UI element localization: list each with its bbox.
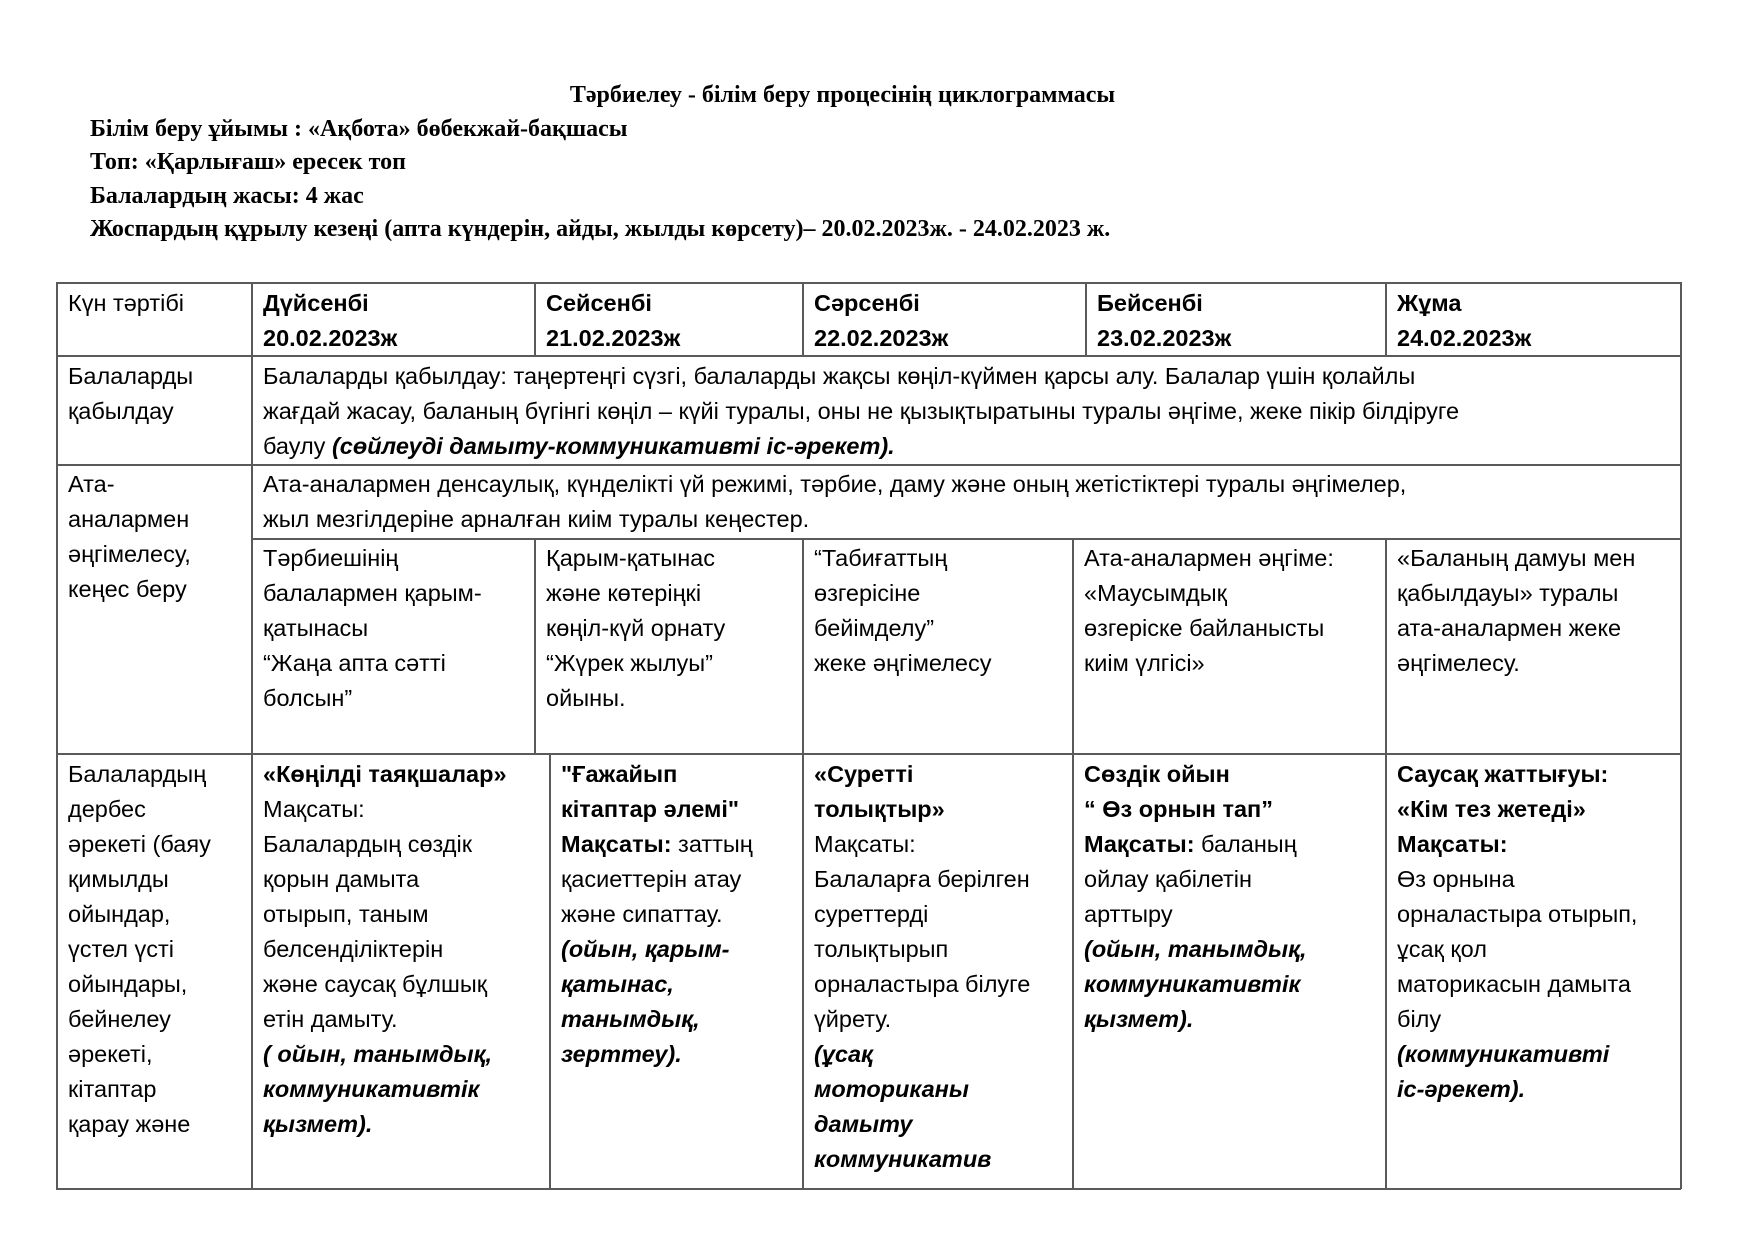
activity-title: кітаптар әлемі": [561, 796, 740, 822]
table-row-divider: [251, 538, 1681, 540]
label-line: аналармен: [68, 506, 190, 532]
document-title: Тәрбиелеу - білім беру процесінің циклограммасы: [569, 82, 1116, 108]
activity-emphasis: танымдық,: [561, 1006, 700, 1032]
cell-line: бейімделу”: [814, 615, 935, 641]
reception-content: [263, 359, 1459, 464]
cell-line: ойыны.: [546, 685, 626, 711]
cell-line: Тәрбиешінің: [263, 545, 399, 571]
day-name: Сейсенбі: [546, 290, 652, 316]
activity-title: «Кім тез жетеді»: [1397, 796, 1586, 822]
table-col-divider: [1072, 538, 1074, 754]
day-date: 23.02.2023ж: [1097, 325, 1232, 351]
day-date: 24.02.2023ж: [1397, 325, 1532, 351]
label-line: қабылдау: [68, 398, 174, 424]
activity-emphasis: іс-әрекет).: [1397, 1076, 1526, 1102]
header-cell-schedule: [68, 286, 184, 321]
parents-monday: [263, 541, 482, 716]
table-col-divider: [1085, 282, 1087, 356]
cell-line: “Табиғаттың: [814, 545, 948, 571]
label-line: әрекеті (баяу: [68, 831, 211, 857]
day-name: Сәрсенбі: [814, 290, 920, 316]
cell-line: Балаларға берілген: [814, 866, 1030, 892]
label-line: Ата-: [68, 471, 115, 497]
parents-general: [263, 467, 1406, 537]
table-col-divider: [534, 282, 536, 356]
cell-line: қасиеттерін атау: [561, 866, 742, 892]
activity-goal-text: заттың: [671, 831, 753, 857]
table-col-divider: [802, 538, 804, 754]
activity-title: “ Өз орнын тап”: [1084, 796, 1273, 822]
table-col-divider: [1072, 753, 1074, 1189]
day-name: Бейсенбі: [1097, 290, 1203, 316]
day-date: 21.02.2023ж: [546, 325, 681, 351]
header-cell-friday: [1397, 286, 1531, 356]
cell-line: қорын дамыта: [263, 866, 420, 892]
cell-line: белсенділіктерін: [263, 936, 444, 962]
table-col-divider: [251, 282, 253, 1189]
activity-goal-text: баланың: [1194, 831, 1297, 857]
activity-emphasis: ( ойын, танымдық,: [263, 1041, 493, 1067]
cell-line: Өз орнына: [1397, 866, 1515, 892]
activity-title: Сөздік ойын: [1084, 761, 1230, 787]
table-border-bottom: [56, 1188, 1681, 1190]
activity-goal-line: [561, 827, 753, 862]
table-col-divider: [802, 282, 804, 356]
activity-label: [68, 757, 211, 1142]
table-border-left: [56, 282, 58, 1189]
parents-general-line: жыл мезгілдеріне арналған киім туралы кеңестер.: [263, 506, 810, 532]
activity-goal-label: Мақсаты:: [814, 831, 916, 857]
day-name: Дүйсенбі: [263, 290, 369, 316]
reception-text-plain: баулу: [263, 433, 332, 459]
activity-goal-label: Мақсаты:: [263, 796, 365, 822]
activity-monday: [263, 757, 507, 1142]
cell-line: әңгімелесу.: [1397, 650, 1520, 676]
cell-line: “Жүрек жылуы”: [546, 650, 714, 676]
table-border-top: [56, 282, 1681, 284]
parents-tuesday: [546, 541, 725, 716]
table-row-divider: [56, 753, 1681, 755]
header-col0-label: Күн тәртібі: [68, 290, 184, 316]
label-line: үстел үсті: [68, 936, 175, 962]
header-cell-monday: [263, 286, 397, 356]
activity-goal-label: Мақсаты:: [1084, 831, 1195, 857]
table-col-divider: [802, 753, 804, 1189]
cell-line: ата-аналармен жеке: [1397, 615, 1622, 641]
cell-line: етін дамыту.: [263, 1006, 398, 1032]
activity-title: «Көңілді таяқшалар»: [263, 761, 507, 787]
activity-emphasis: (коммуникативті: [1397, 1041, 1610, 1067]
table-col-divider: [1385, 538, 1387, 754]
activity-emphasis: (ұсақ: [814, 1041, 873, 1067]
activity-emphasis: (ойын, танымдық,: [1084, 936, 1307, 962]
activity-title: «Суретті: [814, 761, 914, 787]
activity-tuesday: [561, 757, 753, 1072]
cell-line: балалармен қарым-: [263, 580, 482, 606]
label-line: әңгімелесу,: [68, 541, 191, 567]
reception-label: [68, 359, 193, 429]
cell-line: ойлау қабілетін: [1084, 866, 1252, 892]
reception-text-line: [263, 429, 1459, 464]
cell-line: өзгеріске байланысты: [1084, 615, 1325, 641]
cell-line: және саусақ бұлшық: [263, 971, 487, 997]
cell-line: және сипаттау.: [561, 901, 723, 927]
activity-goal-label: Мақсаты:: [561, 831, 672, 857]
cell-line: отырып, таным: [263, 901, 429, 927]
cell-line: қабылдауы» туралы: [1397, 580, 1619, 606]
cell-line: қатынасы: [263, 615, 369, 641]
table-col-divider: [549, 753, 551, 1189]
header-cell-thursday: [1097, 286, 1231, 356]
activity-title: Саусақ жаттығуы:: [1397, 761, 1609, 787]
period-line: Жоспардың құрылу кезеңі (апта күндерін, айды, жылды көрсету)– 20.02.2023ж. - 24.02.2023 ж.: [90, 216, 1111, 242]
day-date: 22.02.2023ж: [814, 325, 949, 351]
table-col-divider: [1385, 282, 1387, 356]
day-name: Жұма: [1397, 290, 1462, 316]
activity-emphasis: коммуникативтік: [263, 1076, 480, 1102]
activity-title: толықтыр»: [814, 796, 945, 822]
cell-line: киім үлгісі»: [1084, 650, 1205, 676]
activity-emphasis: қызмет).: [263, 1111, 373, 1137]
cell-line: орналастыра отырып,: [1397, 901, 1638, 927]
activity-friday: [1397, 757, 1637, 1107]
label-line: қарау және: [68, 1111, 191, 1137]
activity-emphasis: (ойын, қарым-: [561, 936, 730, 962]
label-line: әрекеті,: [68, 1041, 153, 1067]
cell-line: өзгерісіне: [814, 580, 921, 606]
reception-text-line: жағдай жасау, баланың бүгінгі көңіл – күйі туралы, оны не қызықтыратыны туралы әңгіме, жеке пікір білдіруге: [263, 398, 1460, 424]
cell-line: көңіл-күй орнату: [546, 615, 726, 641]
cell-line: суреттерді: [814, 901, 929, 927]
parents-thursday: [1084, 541, 1334, 681]
table-col-divider: [534, 538, 536, 754]
label-line: ойындары,: [68, 971, 188, 997]
label-line: ойындар,: [68, 901, 171, 927]
header-cell-wednesday: [814, 286, 948, 356]
cell-line: білу: [1397, 1006, 1442, 1032]
cell-line: және көтеріңкі: [546, 580, 702, 606]
label-line: қимылды: [68, 866, 169, 892]
day-date: 20.02.2023ж: [263, 325, 398, 351]
cell-line: «Баланың дамуы мен: [1397, 545, 1636, 571]
group-line: Топ: «Қарлығаш» ересек топ: [90, 149, 406, 175]
parents-label: [68, 467, 191, 607]
header-cell-tuesday: [546, 286, 680, 356]
cell-line: арттыру: [1084, 901, 1173, 927]
cell-line: Ата-аналармен әңгіме:: [1084, 545, 1334, 571]
label-line: дербес: [68, 796, 146, 822]
label-line: Балаларды: [68, 363, 194, 389]
cell-line: Қарым-қатынас: [546, 545, 715, 571]
table-row-divider: [56, 464, 1681, 466]
cell-line: үйрету.: [814, 1006, 892, 1032]
cell-line: “Жаңа апта сәтті: [263, 650, 446, 676]
activity-emphasis: қызмет).: [1084, 1006, 1194, 1032]
cell-line: толықтырып: [814, 936, 949, 962]
table-border-right: [1680, 282, 1682, 1189]
cell-line: маторикасын дамыта: [1397, 971, 1631, 997]
age-line: Балалардың жасы: 4 жас: [90, 183, 364, 209]
table-col-divider: [1385, 753, 1387, 1189]
activity-emphasis: моториканы: [814, 1076, 969, 1102]
parents-friday: [1397, 541, 1635, 681]
reception-text-emphasis: (сөйлеуді дамыту-коммуникативті іс-әрекет).: [331, 433, 895, 459]
cell-line: орналастыра білуге: [814, 971, 1031, 997]
label-line: Балалардың: [68, 761, 207, 787]
organization-line: Білім беру ұйымы : «Ақбота» бөбекжай-бақшасы: [90, 116, 628, 142]
cell-line: болсын”: [263, 685, 353, 711]
cell-line: ұсақ қол: [1397, 936, 1487, 962]
activity-goal-label: Мақсаты:: [1397, 831, 1508, 857]
cell-line: «Маусымдық: [1084, 580, 1227, 606]
activity-emphasis: қатынас,: [561, 971, 674, 997]
reception-text-line: Балаларды қабылдау: таңертеңгі сүзгі, балаларды жақсы көңіл-күймен қарсы алу. Балалар үшін қолайлы: [263, 363, 1416, 389]
label-line: бейнелеу: [68, 1006, 171, 1032]
activity-title: "Ғажайып: [561, 761, 678, 787]
label-line: кеңес беру: [68, 576, 187, 602]
label-line: кітаптар: [68, 1076, 157, 1102]
activity-wednesday: [814, 757, 1030, 1177]
parents-general-line: Ата-аналармен денсаулық, күнделікті үй режимі, тәрбие, даму және оның жетістіктері туралы әңгімелер,: [263, 471, 1407, 497]
activity-emphasis: коммуникатив: [814, 1146, 992, 1172]
parents-wednesday: [814, 541, 992, 681]
activity-goal-line: [1084, 827, 1307, 862]
activity-emphasis: дамыту: [814, 1111, 913, 1137]
activity-emphasis: коммуникативтік: [1084, 971, 1301, 997]
cell-line: Балалардың сөздік: [263, 831, 472, 857]
cell-line: жеке әңгімелесу: [814, 650, 992, 676]
activity-emphasis: зерттеу).: [561, 1041, 682, 1067]
activity-thursday: [1084, 757, 1307, 1037]
